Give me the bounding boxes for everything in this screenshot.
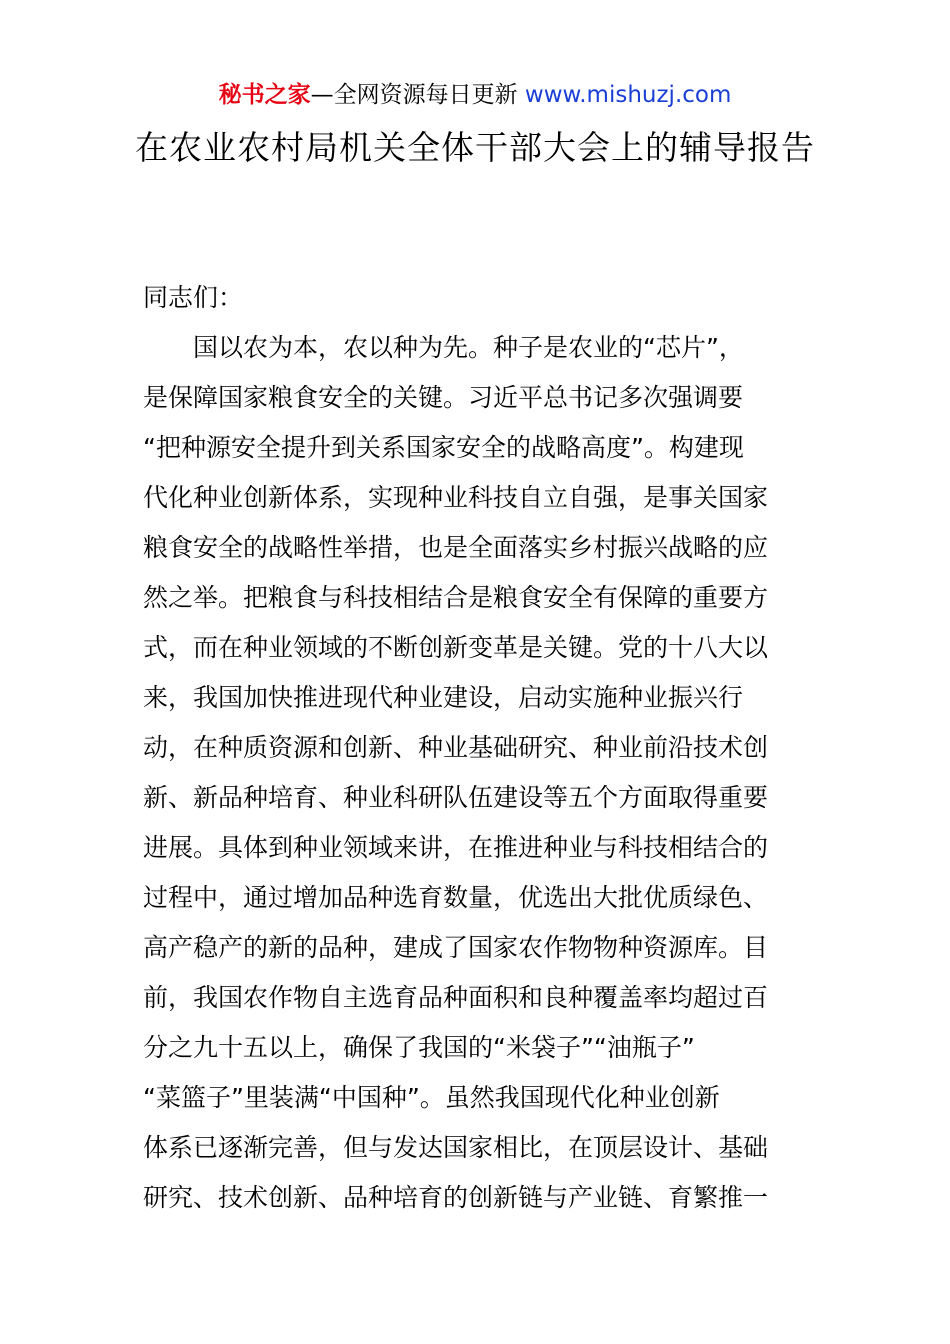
paragraph-line: 动，在种质资源和创新、种业基础研究、种业前沿技术创: [143, 733, 769, 762]
paragraph-line: 前，我国农作物自主选育品种面积和良种覆盖率均超过百: [143, 983, 769, 1012]
paragraph-line: 式，而在种业领域的不断创新变革是关键。党的十八大以: [143, 633, 769, 662]
site-url-link[interactable]: www.mishuzj.com: [524, 82, 732, 108]
paragraph-line: “把种源安全提升到关系国家安全的战略高度”。构建现: [143, 433, 744, 462]
paragraph-line: 然之举。把粮食与科技相结合是粮食安全有保障的重要方: [143, 583, 769, 612]
paragraph-line: 新、新品种培育、种业科研队伍建设等五个方面取得重要: [143, 783, 769, 812]
site-header: [0, 80, 950, 110]
paragraph-line: 过程中，通过增加品种选育数量，优选出大批优质绿色、: [143, 883, 769, 912]
paragraph-line: 进展。具体到种业领域来讲，在推进种业与科技相结合的: [143, 833, 769, 862]
salutation: 同志们：: [143, 283, 244, 312]
paragraph-line: 体系已逐渐完善，但与发达国家相比，在顶层设计、基础: [143, 1133, 769, 1162]
paragraph-line: 高产稳产的新的品种，建成了国家农作物物种资源库。目: [143, 933, 769, 962]
paragraph-line: 分之九十五以上，确保了我国的“米袋子”“油瓶子”: [143, 1033, 695, 1062]
document-body: [143, 273, 807, 1223]
paragraph-line: “菜篮子”里装满“中国种”。虽然我国现代化种业创新: [143, 1083, 720, 1112]
paragraph-line: 来，我国加快推进现代种业建设，启动实施种业振兴行: [143, 683, 744, 712]
paragraph-line: 粮食安全的战略性举措，也是全面落实乡村振兴战略的应: [143, 533, 769, 562]
document-title: 在农业农村局机关全体干部大会上的辅导报告: [135, 128, 815, 167]
brand-name: 秘书之家: [218, 82, 311, 108]
paragraph-line: 研究、技术创新、品种培育的创新链与产业链、育繁推一: [143, 1183, 769, 1212]
paragraph-line: 代化种业创新体系，实现种业科技自立自强，是事关国家: [143, 483, 769, 512]
header-tagline: —全网资源每日更新: [310, 82, 525, 108]
paragraph-line: 国以农为本，农以种为先。种子是农业的“芯片”，: [143, 333, 744, 362]
paragraph-line: 是保障国家粮食安全的关键。习近平总书记多次强调要: [143, 383, 744, 412]
